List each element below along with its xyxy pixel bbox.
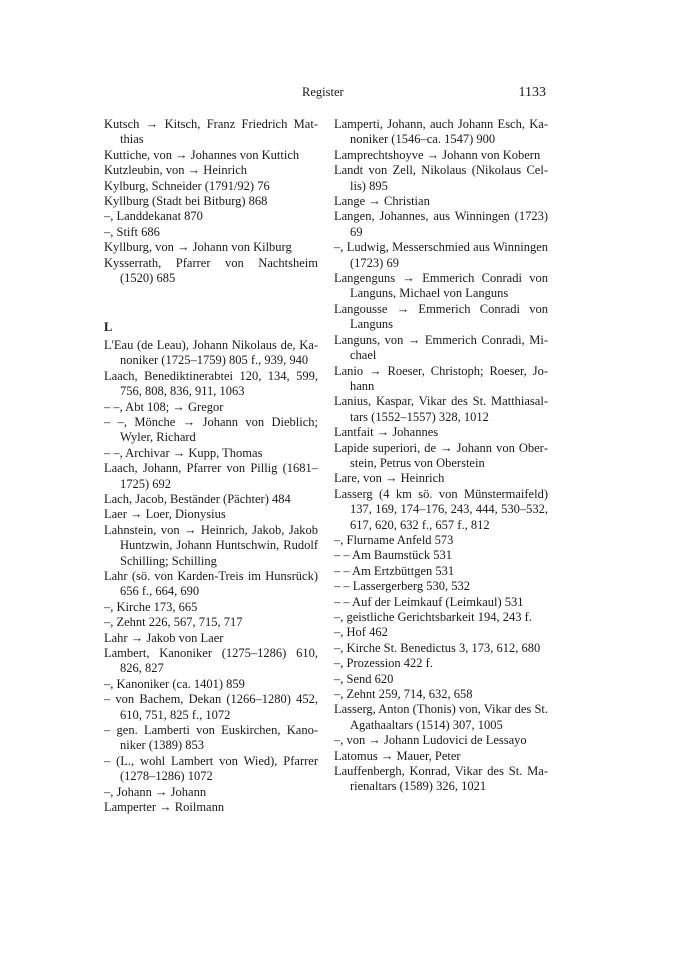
index-entry: –, Zehnt 259, 714, 632, 658 xyxy=(334,687,473,702)
index-entry: Lasserg, Anton (Thonis) von, Vikar des St. Agathaaltars (1514) 307, 1005 xyxy=(334,702,548,732)
index-entry: Lach, Jacob, Beständer (Pächter) 484 xyxy=(104,491,291,506)
index-entry: Lauffenbergh, Konrad, Vikar des St. Marienaltars (1589) 326, 1021 xyxy=(334,764,548,794)
right-block-entries xyxy=(334,117,548,795)
index-entry: L'Eau (de Leau), Johann Nikolaus de, Kanoniker (1725–1759) 805 f., 939, 940 xyxy=(104,337,318,368)
page-number: 1133 xyxy=(518,85,546,100)
index-entry: Langenguns → Emmerich Conradi von Languns, Michael von Languns xyxy=(334,271,548,301)
header-title: Register xyxy=(302,85,344,99)
index-entry: Langousse → Emmerich Conradi von Languns xyxy=(334,301,548,332)
index-entry: –, geistliche Gerichtsbarkeit 194, 243 f. xyxy=(334,610,532,624)
left-block-l-entries xyxy=(104,338,318,816)
index-entry: Kyllburg (Stadt bei Bitburg) 868 xyxy=(104,194,268,209)
section-gap xyxy=(104,286,318,320)
index-entry: – von Bachem, Dekan (1266–1280) 452, 610, 751, 825 f., 1072 xyxy=(104,692,318,722)
index-entry: – –, Mönche → Johann von Dieblich; Wyler, Richard xyxy=(104,414,318,445)
index-entry: Langen, Johannes, aus Winningen (1723) 69 xyxy=(334,209,548,239)
left-block-k-entries xyxy=(104,117,318,286)
index-entry: Lanio → Roeser, Christoph; Roeser, Johann xyxy=(334,363,548,393)
index-entry: –, Prozession 422 f. xyxy=(334,656,433,671)
index-entry: Kylburg, Schneider (1791/92) 76 xyxy=(104,178,270,193)
index-entry: Kysserrath, Pfarrer von Nachtsheim (1520) 685 xyxy=(104,255,318,286)
index-entry: Languns, von → Emmerich Conradi, Michael xyxy=(334,332,548,363)
index-entry: –, Johann → Johann xyxy=(104,784,207,799)
index-entry: –, Zehnt 226, 567, 715, 717 xyxy=(104,615,243,630)
index-entry: – (L., wohl Lambert von Wied), Pfarrer (1278–1286) 1072 xyxy=(104,753,318,784)
index-entry: – – Lassergerberg 530, 532 xyxy=(334,579,470,594)
index-entry: Latomus → Mauer, Peter xyxy=(334,748,461,763)
index-entry: Lange → Christian xyxy=(334,194,430,209)
index-entry: – – Auf der Leimkauf (Leimkaul) 531 xyxy=(334,594,524,609)
index-entry: Lahnstein, von → Heinrich, Jakob, Jakob Huntzwin, Johann Huntschwin, Rudolf Schilling; Schilling xyxy=(104,522,318,568)
index-entry: Kyllburg, von → Johann von Kilburg xyxy=(104,240,292,255)
index-entry: Lanius, Kaspar, Vikar des St. Matthiasaltars (1552–1557) 328, 1012 xyxy=(334,394,548,424)
index-entry: –, Ludwig, Messerschmied aus Winningen (1723) 69 xyxy=(334,240,548,270)
index-entry: Lambert, Kanoniker (1275–1286) 610, 826, 827 xyxy=(104,646,318,676)
index-entry: Lamperter → Roilmann xyxy=(104,800,225,815)
index-entry: Lahr (sö. von Karden-Treis im Hunsrück) 656 f., 664, 690 xyxy=(104,568,318,599)
index-entry: – – Am Ertzbüttgen 531 xyxy=(334,563,455,578)
index-entry: Lapide superiori, de → Johann von Oberstein, Petrus von Oberstein xyxy=(334,440,548,470)
index-entry: Landt von Zell, Nikolaus (Nikolaus Cellis) 895 xyxy=(334,163,548,193)
running-header xyxy=(0,85,700,105)
index-entry: – –, Archivar → Kupp, Thomas xyxy=(104,445,263,460)
index-entry: Lantfait → Johannes xyxy=(334,425,439,440)
index-entry: –, Send 620 xyxy=(334,671,394,686)
index-entry: Lasserg (4 km sö. von Münstermaifeld) 137, 169, 174–176, 243, 444, 530–532, 617, 620, 632 f., 657 f., 812 xyxy=(334,486,548,532)
index-entry: Lamperti, Johann, auch Johann Esch, Kanoniker (1546–ca. 1547) 900 xyxy=(334,117,548,147)
index-entry: –, Kirche St. Benedictus 3, 173, 612, 680 xyxy=(334,640,541,655)
section-letter: L xyxy=(104,320,113,335)
index-entry: – – Am Baumstück 531 xyxy=(334,548,453,563)
index-entry: –, Kirche 173, 665 xyxy=(104,599,198,614)
index-entry: Kutsch → Kitsch, Franz Friedrich Matthias xyxy=(104,117,318,147)
index-entry: – –, Abt 108; → Gregor xyxy=(104,399,224,414)
index-entry: –, Hof 462 xyxy=(334,625,388,640)
right-column xyxy=(334,117,548,795)
index-entry: – gen. Lamberti von Euskirchen, Kanoniker (1389) 853 xyxy=(104,723,318,753)
index-entry: Lare, von → Heinrich xyxy=(334,471,445,486)
index-entry: Laach, Johann, Pfarrer von Pillig (1681–1725) 692 xyxy=(104,461,318,491)
index-entry: Lahr → Jakob von Laer xyxy=(104,630,224,645)
index-entry: –, Flurname Anfeld 573 xyxy=(334,532,454,547)
index-entry: –, Stift 686 xyxy=(104,224,160,239)
index-entry: Laer → Loer, Dionysius xyxy=(104,507,226,522)
index-entry: –, Kanoniker (ca. 1401) 859 xyxy=(104,676,245,691)
index-entry: Lamprechtshoyve → Johann von Kobern xyxy=(334,147,541,162)
left-column xyxy=(104,117,318,815)
index-entry: Kuttiche, von → Johannes von Kuttich xyxy=(104,147,300,162)
index-entry: Laach, Benediktinerabtei 120, 134, 599, 756, 808, 836, 911, 1063 xyxy=(104,368,318,399)
index-entry: Kutzleubin, von → Heinrich xyxy=(104,163,248,178)
index-entry: –, Landdekanat 870 xyxy=(104,209,203,224)
index-entry: –, von → Johann Ludovici de Lessayo xyxy=(334,733,527,748)
